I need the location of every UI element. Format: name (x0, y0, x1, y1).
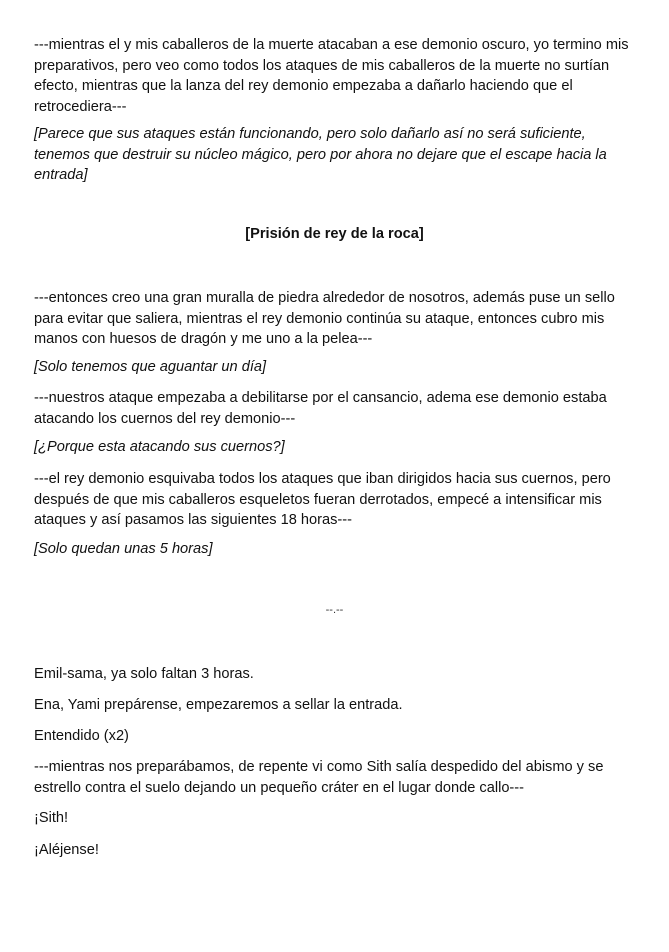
dialogue-line-1: Emil-sama, ya solo faltan 3 horas. (34, 666, 254, 682)
dialogue-line-5: ¡Aléjense! (34, 842, 99, 858)
paragraph-thought-3: [¿Porque esta atacando sus cuernos?] (34, 439, 285, 455)
dialogue-line-3: Entendido (x2) (34, 728, 129, 744)
scene-separator: --.-- (325, 604, 344, 616)
section-title: [Prisión de rey de la roca] (245, 226, 424, 242)
paragraph-narration-3: ---nuestros ataque empezaba a debilitarse por el cansancio, adema ese demonio estaba atacando los cuernos del rey demonio--- (34, 390, 607, 427)
paragraph-thought-1: [Parece que sus ataques están funcionando, pero solo dañarlo así no será suficiente, tenemos que destruir su núcleo mágico, pero por ahora no dejare que el escape hacia la entrada] (34, 126, 607, 183)
paragraph-narration-2: ---entonces creo una gran muralla de piedra alrededor de nosotros, además puse un sello para evitar que saliera, mientras el rey demonio continúa su ataque, entonces cubro mis manos con huesos de dragón y me uno a la pelea--- (34, 290, 615, 347)
paragraph-thought-2: [Solo tenemos que aguantar un día] (34, 359, 267, 375)
paragraph-narration-1: ---mientras el y mis caballeros de la muerte atacaban a ese demonio oscuro, yo termino mis preparativos, pero veo como todos los ataques de mis caballeros de la muerte no surtían efecto, mientras que la lanza del rey demonio empezaba a dañarlo haciendo que el retrocediera--- (34, 37, 629, 115)
paragraph-narration-5: ---mientras nos preparábamos, de repente vi como Sith salía despedido del abismo y se estrello contra el suelo dejando un pequeño cráter en el lugar donde callo--- (34, 759, 604, 796)
dialogue-line-2: Ena, Yami prepárense, empezaremos a sellar la entrada. (34, 697, 403, 713)
paragraph-thought-4: [Solo quedan unas 5 horas] (34, 541, 213, 557)
dialogue-line-4: ¡Sith! (34, 810, 69, 826)
paragraph-narration-4: ---el rey demonio esquivaba todos los ataques que iban dirigidos hacia sus cuernos, pero después de que mis caballeros esqueletos fueran derrotados, empecé a intensificar mis ataques y así pasamos las siguientes 18 horas--- (34, 471, 611, 528)
